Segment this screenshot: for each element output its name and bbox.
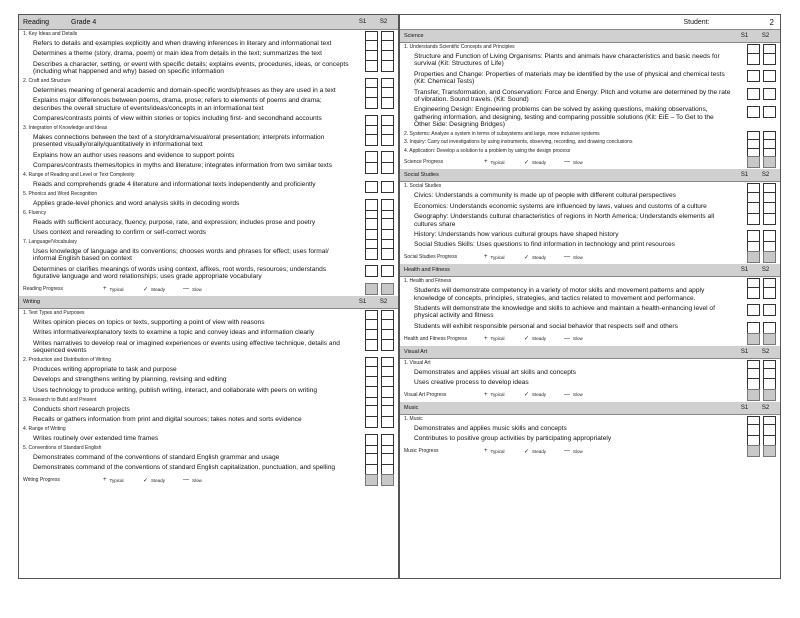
grade-box-s1[interactable]	[747, 106, 760, 118]
check-key-symbol: ✓	[524, 159, 530, 166]
progress-label: Visual Art Progress	[404, 391, 447, 398]
s1-header: S1	[740, 404, 749, 411]
standard-label: 1. Key Ideas and Details	[19, 30, 398, 39]
plus-key	[103, 477, 143, 483]
plus-key-text: Typical	[490, 392, 505, 398]
grade-box-s1[interactable]	[747, 53, 760, 65]
standard-item	[19, 96, 398, 114]
standard-item-text: Reads with sufficient accuracy, fluency, purpose, rate, and expression; includes prose and poetry	[33, 218, 316, 226]
check-key	[524, 391, 564, 398]
grade-label: Grade 4	[71, 18, 97, 26]
standard-item-text: Properties and Change: Properties of materials may be identified by the use of physical and chemical tests (Kit: Chemical Tests)	[414, 70, 725, 86]
standard-item	[19, 404, 398, 414]
s2-header: S2	[761, 348, 770, 355]
progress-row	[19, 473, 398, 487]
standard-item	[400, 212, 780, 230]
health-fitness-title: Health and Fitness	[404, 267, 450, 274]
minus-key-text: Slow	[573, 336, 583, 341]
standard-item-text: Uses knowledge of language and its conventions; chooses words and phrases for effect; uses formal/ informal English based on context	[33, 248, 329, 263]
minus-key	[183, 286, 223, 292]
plus-key	[484, 392, 524, 398]
grade-box-s1[interactable]	[747, 213, 760, 225]
plus-key-text: Typical	[490, 254, 505, 260]
standard-item-text: Produces writing appropriate to task and purpose	[33, 366, 177, 373]
minus-key-symbol: —	[564, 159, 570, 166]
progress-row	[400, 250, 780, 264]
check-key-text: Steady	[532, 336, 547, 341]
standard-item	[19, 114, 398, 124]
check-key	[143, 477, 183, 484]
check-key-text: Steady	[532, 448, 547, 454]
grade-box-s2[interactable]	[763, 53, 776, 65]
standard-item	[19, 318, 398, 328]
progress-label: Writing Progress	[23, 477, 60, 483]
standard-item	[19, 247, 398, 265]
progress-label: Science Progress	[404, 159, 444, 166]
standard-item-text: Develops and strengthens writing by planning, revising and editing	[33, 376, 227, 384]
s1-header: S1	[740, 33, 749, 39]
grade-boxes	[747, 53, 776, 65]
standard-item	[19, 59, 398, 77]
s2-header: S2	[379, 299, 388, 305]
grade-box-s1[interactable]	[747, 156, 760, 168]
standard-label: 2. Craft and Structure	[19, 77, 398, 86]
standard-label: 7. Language/Vocabulary	[19, 238, 398, 247]
plus-key-symbol: +	[103, 286, 107, 292]
standard-item-text: Demonstrates command of the conventions of standard English capitalization, punctuation, and spelling	[33, 464, 336, 472]
plus-key-symbol: +	[484, 335, 488, 342]
grade-boxes	[747, 287, 776, 299]
standard-item-text: Demonstrates and applies visual art skills and concepts	[414, 368, 576, 376]
standard-item	[19, 161, 398, 171]
standard-item-text: Students will demonstrate the knowledge and skills to achieve and maintain a health-enhancing level of physical activity and fitness	[414, 304, 715, 320]
progress-label: Social Studies Progress	[404, 254, 458, 261]
plus-key-text: Typical	[490, 448, 505, 454]
grade-boxes	[365, 339, 394, 351]
standard-label: 6. Fluency	[19, 209, 398, 218]
standard-label: 5. Phonics and Word Recognition	[23, 190, 98, 197]
grade-box-s1[interactable]	[747, 445, 760, 457]
grade-boxes	[747, 251, 776, 263]
grade-box-s2[interactable]	[381, 248, 394, 260]
standard-item	[19, 433, 398, 443]
check-key-text: Steady	[151, 477, 166, 483]
s2-header: S2	[761, 172, 770, 179]
standard-item-text: Determines meaning of general academic and domain-specific words/phrases as they are used in a text	[33, 87, 336, 94]
grade-boxes	[747, 333, 776, 345]
standard-item	[19, 328, 398, 338]
minus-key-symbol: —	[183, 286, 189, 292]
plus-key-symbol: +	[484, 254, 488, 261]
grade-box-s1[interactable]	[365, 265, 378, 277]
standard-item-text: Contributes to positive group activities by participating appropriately	[414, 435, 612, 443]
standard-item-text: Transfer, Transformation, and Conservation: Force and Energy: Pitch and volume are determined by the rate of vibration. Sound travels. (Kit: Sound)	[414, 88, 731, 103]
standard-item	[400, 367, 780, 377]
check-key	[524, 159, 564, 166]
standard-label: 1. Understands Scientific Concepts and Principles	[400, 43, 780, 52]
standard-item	[400, 191, 780, 201]
standard-label: 5. Conventions of Standard English	[19, 444, 398, 453]
minus-key-text: Slow	[573, 254, 583, 260]
grade-boxes	[365, 474, 394, 486]
check-key-symbol: ✓	[143, 477, 149, 484]
standard-item	[19, 133, 398, 151]
standard-label: 1. Health and Fitness	[400, 277, 780, 286]
standard-item	[19, 198, 398, 208]
plus-key	[484, 254, 524, 260]
standard-item-text: Writes routinely over extended time frames	[33, 434, 159, 442]
minus-key-symbol: —	[183, 477, 189, 483]
grade-box-s1[interactable]	[747, 251, 760, 263]
s1-header: S1	[740, 348, 749, 355]
plus-key-symbol: +	[484, 159, 488, 166]
minus-key-text: Slow	[573, 448, 583, 454]
writing-title: Writing	[23, 299, 41, 305]
grade-box-s2[interactable]	[763, 213, 776, 225]
music-title: Music	[404, 404, 419, 411]
plus-key-symbol: +	[484, 391, 488, 398]
standard-item	[19, 338, 398, 356]
standard-item-text: Structure and Function of Living Organisms: Plants and animals have characteristics and basic needs for survival (Kit: Structures of Life)	[414, 53, 720, 68]
standard-item-text: Explains how an author uses reasons and evidence to support points	[33, 151, 235, 159]
grade-box-s1[interactable]	[747, 88, 760, 100]
student-line	[400, 15, 780, 30]
plus-key-symbol: +	[103, 477, 107, 483]
standard-item	[400, 229, 780, 239]
standard-item	[19, 264, 398, 282]
standard-item-text: Civics: Understands a community is made up of people with different cultural perspectives	[414, 192, 676, 200]
grade-boxes	[747, 156, 776, 168]
standard-item-text: Demonstrates and applies music skills and concepts	[414, 424, 567, 432]
s1-header: S1	[358, 299, 367, 305]
grade-boxes	[365, 60, 394, 72]
standard-label: 1. Social Studies	[400, 182, 780, 191]
grade-boxes	[747, 389, 776, 401]
grade-boxes	[747, 304, 776, 316]
minus-key	[564, 159, 604, 165]
standard-item-text: Students will exhibit responsible personal and social behavior that respects self and others	[414, 322, 678, 330]
s2-header: S2	[761, 33, 770, 39]
check-key-symbol: ✓	[143, 286, 149, 293]
standard-item-text: Geography: Understands cultural characteristics of regions in North America; Understands elements all cultures share	[414, 213, 715, 228]
check-key-text: Steady	[532, 254, 547, 260]
grade-box-s1[interactable]	[365, 134, 378, 146]
grade-boxes	[747, 445, 776, 457]
grade-box-s2[interactable]	[763, 333, 776, 345]
grade-box-s2[interactable]	[381, 97, 394, 109]
standard-item-text: Uses technology to produce writing, publish writing, interact, and collaborate with peers on writing	[33, 386, 318, 394]
science-header	[400, 30, 780, 43]
plus-key-text: Typical	[490, 336, 505, 341]
standard-item	[400, 377, 780, 387]
check-key	[524, 254, 564, 261]
grade-boxes	[365, 134, 394, 146]
check-key-text: Steady	[151, 286, 166, 292]
grade-boxes	[747, 70, 776, 82]
minus-key	[564, 392, 604, 398]
standard-item	[400, 303, 780, 321]
grade-box-s1[interactable]	[365, 97, 378, 109]
reading-header	[19, 15, 398, 30]
standard-item-text: Describes a character, setting, or event with specific details; explains events, procedures, ideas, or concepts (including what happened and why) based on specific information	[33, 60, 349, 76]
grade-box-s1[interactable]	[365, 339, 378, 351]
standard-label: 4. Range of Writing	[23, 425, 66, 432]
standard-item-text: Students will demonstrate competency in a variety of motor skills and movement patterns and apply knowledge of concepts, principles, strategies, and tactics related to movement and performance.	[414, 287, 705, 302]
standard-label: 3. Research to Build and Present	[19, 396, 398, 405]
grade-box-s2[interactable]	[381, 265, 394, 277]
visual-art-header	[400, 346, 780, 359]
standard-item-text: Economics: Understands economic systems are influenced by laws, values and customs of a culture	[414, 202, 707, 210]
standard-label: 2. Production and Distribution of Writing	[19, 356, 398, 365]
progress-label: Reading Progress	[23, 286, 64, 292]
grade-box-s2[interactable]	[763, 445, 776, 457]
minus-key	[564, 448, 604, 454]
grade-box-s2[interactable]	[763, 251, 776, 263]
standard-label: 4. Range of Reading and Level or Text Complexity	[23, 172, 135, 178]
standard-item-text: Explains major differences between poems, drama, prose; refers to elements of poems and drama; describes the overall structure of events/ideas/concepts in an informational text	[33, 97, 322, 112]
check-key-text: Steady	[532, 159, 547, 165]
standard-item-text: Writes opinion pieces on topics or texts, supporting a point of view with reasons	[33, 319, 265, 326]
grade-box-s1[interactable]	[747, 389, 760, 401]
check-key	[524, 335, 564, 342]
student-label: Student:	[683, 18, 710, 26]
grade-box-s2[interactable]	[381, 339, 394, 351]
standard-item	[400, 105, 780, 130]
standard-item-text: Refers to details and examples explicitly and when drawing inferences in literary and informational text	[33, 40, 332, 47]
standard-item	[400, 286, 780, 304]
standard-item-text: Engineering Design: Engineering problems can be solved by asking questions, making observations, gathering information, and designing, testing and comparing possible solutions (Kit: EiE – To Get to the Other Side: Designing Bridges)	[414, 106, 714, 128]
standard-item	[400, 69, 780, 87]
standard-item-text: Makes connections between the text of a story/drama/visual/oral presentation; interprets information presented visually/orally/quantitatively in informational text	[33, 134, 325, 149]
grade-box-s2[interactable]	[763, 304, 776, 316]
standard-item	[400, 321, 780, 331]
grade-box-s2[interactable]	[763, 389, 776, 401]
check-key-text: Steady	[532, 392, 547, 398]
standard-item-text: Determines a theme (story, drama, poem) or main idea from details in the text; summarizes the text	[33, 50, 323, 58]
right-sections	[400, 30, 780, 458]
plus-key	[484, 159, 524, 165]
minus-key-text: Slow	[192, 477, 202, 483]
standard-item	[400, 52, 780, 70]
grade-box-s1[interactable]	[365, 474, 378, 486]
standard-item	[19, 228, 398, 238]
reading-title: Reading	[23, 18, 50, 26]
standard-item	[400, 434, 780, 444]
grade-box-s2[interactable]	[381, 134, 394, 146]
standard-label: 3. Inquiry: Carry out investigations by using instruments, observing, recording, and drawing conclusions	[400, 138, 780, 147]
standard-item	[400, 423, 780, 433]
standard-item	[19, 375, 398, 385]
s2-header: S2	[379, 19, 388, 25]
standard-item-text: Determines or clarifies meanings of words using context, affixes, root words, resources; understands figurative language and word relationships; uses grade appropriate vocabulary	[33, 265, 327, 281]
grade-box-s1[interactable]	[747, 287, 760, 299]
standard-label: 2. Systems: Analyze a system in terms of subsystems and large, more inclusive systems	[400, 130, 780, 139]
plus-key	[484, 448, 524, 454]
standard-item	[19, 150, 398, 160]
s1-header: S1	[740, 267, 749, 274]
standard-item-text: Writes informative/explanatory texts to examine a topic and convey ideas and information clearly	[33, 329, 314, 337]
standard-item	[19, 463, 398, 473]
standard-label: 4. Application: Develop a solution to a problem by using the design process	[400, 147, 780, 156]
grade-box-s1[interactable]	[747, 70, 760, 82]
standard-item-text: Compares/contrasts themes/topics in myths and literature; integrates information from two similar texts	[33, 162, 333, 170]
right-column	[399, 14, 781, 579]
writing-section	[19, 309, 398, 487]
check-key-symbol: ✓	[524, 336, 530, 342]
grade-boxes	[747, 106, 776, 118]
standard-item	[19, 180, 398, 190]
standard-item	[19, 49, 398, 59]
grade-box-s2[interactable]	[763, 88, 776, 100]
standard-item	[400, 87, 780, 105]
standard-label: 3. Integration of Knowledge and Ideas	[19, 124, 398, 133]
check-key-symbol: ✓	[524, 254, 530, 261]
standard-item	[19, 365, 398, 375]
grade-boxes	[365, 97, 394, 109]
check-key-symbol: ✓	[524, 448, 530, 455]
grade-box-s1[interactable]	[365, 283, 378, 295]
plus-key	[103, 286, 143, 292]
s2-header: S2	[761, 404, 770, 411]
standard-label: 1. Visual Art	[400, 359, 780, 368]
plus-key-symbol: +	[484, 448, 488, 454]
grade-boxes	[747, 213, 776, 225]
minus-key-text: Slow	[573, 392, 583, 398]
plus-key-text: Typical	[109, 477, 124, 483]
grade-box-s2[interactable]	[763, 106, 776, 118]
standard-item	[400, 201, 780, 211]
standard-item-text: Conducts short research projects	[33, 405, 130, 413]
plus-key	[484, 336, 524, 342]
minus-key-symbol: —	[564, 335, 570, 342]
minus-key-text: Slow	[192, 286, 202, 292]
standard-label: 1. Music	[400, 415, 780, 424]
grade-box-s2[interactable]	[763, 156, 776, 168]
standard-item-text: History: Understands how various cultural groups have shaped history	[414, 230, 619, 238]
grade-boxes	[365, 283, 394, 295]
grade-boxes	[365, 265, 394, 277]
reading-section	[19, 30, 398, 296]
s2-header: S2	[761, 267, 770, 274]
standard-item-text: Compares/contrasts points of view within stories or topics including first- and secondhand accounts	[33, 115, 322, 123]
grade-box-s1[interactable]	[747, 333, 760, 345]
grade-box-s2[interactable]	[381, 474, 394, 486]
standard-item	[19, 217, 398, 227]
science-title: Science	[404, 33, 424, 39]
standard-item-text: Uses context and rereading to confirm or self-correct words	[33, 229, 206, 237]
plus-key-text: Typical	[109, 286, 124, 292]
standard-item-text: Applies grade-level phonics and word analysis skills in decoding words	[33, 199, 240, 207]
minus-key-text: Slow	[573, 159, 583, 165]
grade-box-s1[interactable]	[747, 304, 760, 316]
grade-box-s1[interactable]	[365, 248, 378, 260]
standard-item-text: Reads and comprehends grade 4 literature and informational texts independently and proficiently	[33, 181, 316, 188]
standard-item	[19, 452, 398, 462]
progress-label: Music Progress	[404, 448, 439, 454]
left-column	[18, 14, 399, 579]
minus-key	[564, 336, 604, 342]
grade-box-s1[interactable]	[365, 60, 378, 72]
visual-art-title: Visual Art	[404, 348, 428, 355]
social-studies-title: Social Studies	[404, 172, 439, 179]
progress-label: Health and Fitness Progress	[404, 335, 468, 342]
music-header	[400, 402, 780, 415]
plus-key-text: Typical	[490, 159, 505, 165]
grade-box-s2[interactable]	[381, 283, 394, 295]
s1-header: S1	[740, 172, 749, 179]
standard-item	[19, 39, 398, 49]
minus-key	[564, 254, 604, 260]
standard-label: 1. Text Types and Purposes	[19, 309, 398, 318]
standard-item-text: Social Studies Skills: Uses questions to find information in technology and print resources	[414, 241, 675, 249]
standard-item-text: Recalls or gathers information from print and digital sources; takes notes and sorts evidence	[33, 416, 302, 423]
check-key	[524, 448, 564, 455]
progress-row	[400, 388, 780, 402]
standard-item-text: Uses creative process to develop ideas	[414, 378, 529, 386]
minus-key-symbol: —	[564, 254, 570, 261]
grade-boxes	[747, 88, 776, 100]
health-fitness-header	[400, 264, 780, 277]
minus-key-symbol: —	[564, 448, 570, 454]
writing-header	[19, 296, 398, 309]
standard-item-text: Demonstrates command of the conventions of standard English grammar and usage	[33, 453, 280, 461]
progress-row	[400, 332, 780, 346]
standard-item	[400, 240, 780, 250]
s1-header: S1	[358, 19, 367, 25]
page-number: 2	[769, 17, 774, 27]
grade-box-s2[interactable]	[763, 70, 776, 82]
minus-key-symbol: —	[564, 391, 570, 398]
standard-item	[19, 415, 398, 425]
standard-item	[19, 385, 398, 395]
grade-box-s2[interactable]	[763, 287, 776, 299]
standard-item	[19, 86, 398, 96]
progress-row	[19, 282, 398, 296]
standard-item-text: Writes narratives to develop real or imagined experiences or events using effective technique, details and sequenced events	[33, 339, 340, 355]
check-key-symbol: ✓	[524, 392, 530, 399]
social-studies-header	[400, 169, 780, 182]
progress-row	[400, 155, 780, 169]
grade-boxes	[365, 248, 394, 260]
grade-box-s2[interactable]	[381, 60, 394, 72]
check-key	[143, 286, 183, 293]
progress-row	[400, 444, 780, 458]
minus-key	[183, 477, 223, 483]
